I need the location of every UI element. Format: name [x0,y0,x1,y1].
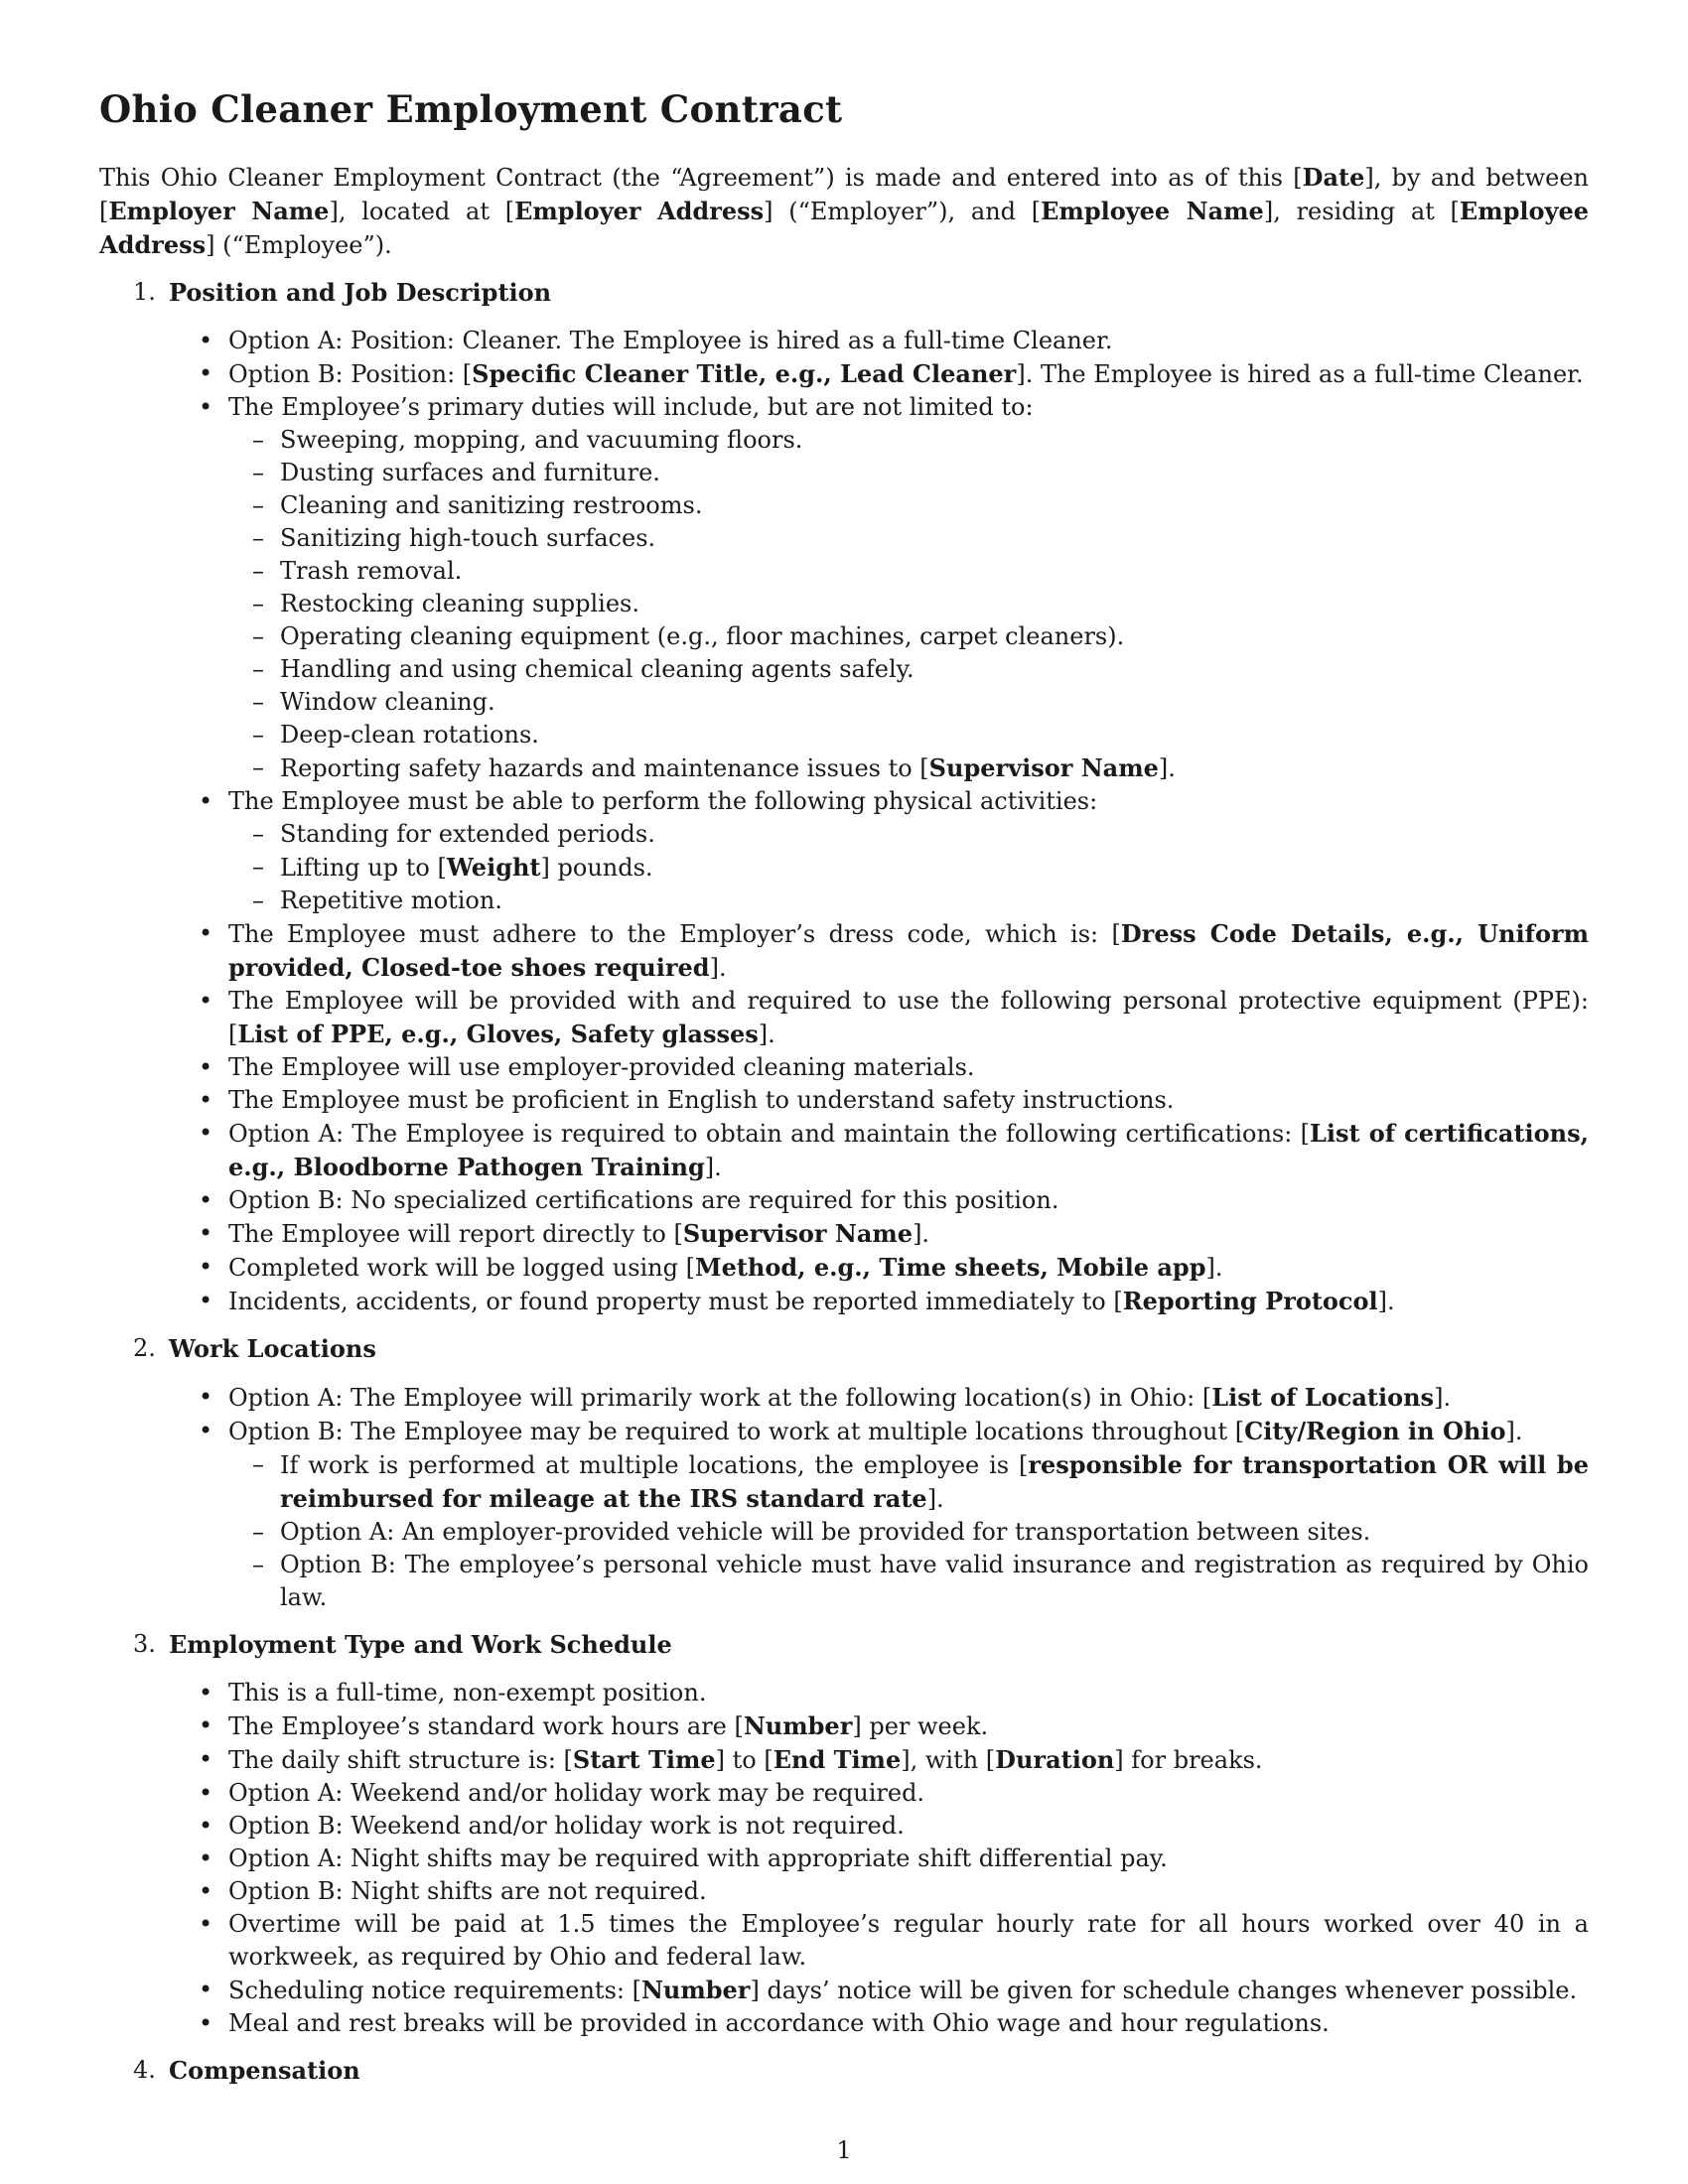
sub-list [228,818,1589,917]
intro-paragraph: This Ohio Cleaner Employment Contract (the “Agreement”) is made and entered into as of this [Date], by and between [Employer Name], located at [Employer Address] (“Employer”), and [Employee Name], residing at [Employee Address] (“Employee”). [99,163,1590,259]
list-item: • The Employee will use employer-provided cleaning materials. [99,1051,1589,1084]
list-item: • The Employee will be provided with and required to use the following personal protective equipment (PPE): [List of PPE, e.g., Gloves, Safety glasses]. [99,985,1589,1051]
employee-address-placeholder: Employee Address [99,197,1589,259]
document-title: Ohio Cleaner Employment Contract [99,87,843,131]
list-item: • Option B: No specialized certifications are required for this position. [99,1184,1589,1217]
placeholder: Dress Code Details, e.g., Uniform provided, Closed-toe shoes required [228,919,1589,982]
section-number: 4. [133,2056,156,2084]
section-heading: 2. Work Locations [133,1334,376,1363]
list-item: • Option B: The Employee may be required to work at multiple locations throughout [City/Region in Ohio]. – If work is performed at multiple locations, the employee is [responsible for transportation OR will be reimbursed for mileage at the IRS standard rate]. – Option A: An employer-provided vehicle will be provided for transportation between sites. – Option B: The employee’s personal vehicle must have valid insurance and registration as required by Ohio law. [99,1415,1589,1614]
placeholder: Duration [995,1745,1115,1774]
sub-list [228,424,1589,785]
section-employment-type [99,1628,1589,2040]
list-item: • Incidents, accidents, or found property must be reported immediately to [Reporting Protocol]. [99,1285,1589,1318]
placeholder: responsible for transportation OR will be reimbursed for mileage at the IRS standard rate [280,1450,1589,1513]
sub-list-item: – Lifting up to [Weight] pounds. [228,851,1589,885]
list-item: • Scheduling notice requirements: [Number] days’ notice will be given for schedule changes whenever possible. [99,1974,1589,2007]
sub-list-item: – Trash removal. [228,555,1589,588]
list-item: • Option A: Night shifts may be required with appropriate shift differential pay. [99,1843,1589,1875]
list-item: • Option B: Night shifts are not required. [99,1875,1589,1908]
list-item: • Option B: Position: [Specific Cleaner Title, e.g., Lead Cleaner]. The Employee is hired as a full-time Cleaner. [99,357,1589,391]
list-item: • Option A: Position: Cleaner. The Employee is hired as a full-time Cleaner. [99,325,1589,357]
list-item: • Option B: Weekend and/or holiday work is not required. [99,1810,1589,1843]
contract-sections [99,276,1589,2087]
placeholder: Supervisor Name [682,1219,914,1248]
section-work-locations [99,1332,1589,1614]
bullet-list [99,1677,1589,2040]
placeholder: Start Time [572,1745,716,1774]
sub-list-item: – If work is performed at multiple locations, the employee is [responsible for transportation OR will be reimbursed for mileage at the IRS standard rate]. [228,1448,1589,1516]
list-item: • The Employee must be able to perform the following physical activities: – Standing for extended periods. – Lifting up to [Weight] pounds. – Repetitive motion. [99,785,1589,917]
placeholder: Specific Cleaner Title, e.g., Lead Cleaner [472,359,1017,388]
sub-list-item: – Window cleaning. [228,686,1589,719]
list-item: • The Employee’s primary duties will include, but are not limited to: – Sweeping, mopping, and vacuuming floors. – Dusting surfaces and furniture. – Cleaning and sanitizing restrooms. – Sanitizing high-touch surfaces. – Trash removal. – Restocking cleaning supplies. – Operating cleaning equipment (e.g., floor machines, carpet cleaners). – Handling and using chemical cleaning agents safely. – Window cleaning. – Deep-clean rotations. – Reporting safety hazards and maintenance issues to [Supervisor Name]. [99,391,1589,785]
placeholder: Reporting Protocol [1122,1287,1378,1315]
sub-list-item: – Repetitive motion. [228,885,1589,917]
list-item: • Option A: Weekend and/or holiday work may be required. [99,1777,1589,1810]
list-item: • Option A: The Employee will primarily work at the following location(s) in Ohio: [List of Locations]. [99,1381,1589,1415]
list-item: • This is a full-time, non-exempt position. [99,1677,1589,1709]
employer-name-placeholder: Employer Name [108,197,330,225]
placeholder: List of certifications, e.g., Bloodborne Pathogen Training [228,1119,1589,1181]
sub-list-item: – Sweeping, mopping, and vacuuming floors. [228,424,1589,457]
list-item: • The daily shift structure is: [Start Time] to [End Time], with [Duration] for breaks. [99,1743,1589,1777]
section-number: 3. [133,1630,156,1658]
bullet-list [99,325,1589,1318]
section-heading: 1. Position and Job Description [133,278,552,307]
placeholder: Number [640,1976,751,2004]
placeholder: Method, e.g., Time sheets, Mobile app [695,1253,1206,1282]
sub-list-item: – Handling and using chemical cleaning agents safely. [228,653,1589,686]
sub-list-item: – Sanitizing high-touch surfaces. [228,522,1589,555]
bullet-list [99,1381,1589,1614]
placeholder: List of PPE, e.g., Gloves, Safety glasses [237,1020,759,1048]
sub-list-item: – Option A: An employer-provided vehicle will be provided for transportation between sites. [228,1516,1589,1549]
sub-list-item: – Cleaning and sanitizing restrooms. [228,489,1589,522]
date-placeholder: Date [1302,163,1365,192]
placeholder: City/Region in Ohio [1244,1417,1506,1445]
section-heading: 4. Compensation [133,2056,360,2085]
list-item: • Meal and rest breaks will be provided in accordance with Ohio wage and hour regulations. [99,2007,1589,2040]
list-item: • The Employee’s standard work hours are [Number] per week. [99,1709,1589,1743]
employee-name-placeholder: Employee Name [1041,197,1264,225]
sub-list [228,1448,1589,1614]
sub-list-item: – Option B: The employee’s personal vehicle must have valid insurance and registration as required by Ohio law. [228,1549,1589,1614]
list-item: • The Employee must adhere to the Employer’s dress code, which is: [Dress Code Details, e.g., Uniform provided, Closed-toe shoes required]. [99,917,1589,985]
sub-list-item: – Standing for extended periods. [228,818,1589,851]
page-number: 1 [836,2136,852,2164]
employer-address-placeholder: Employer Address [514,197,765,225]
section-number: 1. [133,278,156,306]
section-heading: 3. Employment Type and Work Schedule [133,1630,672,1659]
section-compensation [99,2054,1589,2087]
list-item: • Option A: The Employee is required to obtain and maintain the following certifications: [List of certifications, e.g., Bloodborne Pathogen Training]. [99,1117,1589,1184]
list-item: • The Employee will report directly to [Supervisor Name]. [99,1217,1589,1251]
document-page [99,87,1589,2103]
sub-list-item: – Dusting surfaces and furniture. [228,457,1589,489]
sub-list-item: – Restocking cleaning supplies. [228,588,1589,620]
sub-list-item: – Operating cleaning equipment (e.g., floor machines, carpet cleaners). [228,620,1589,653]
sub-list-item: – Deep-clean rotations. [228,719,1589,751]
list-item: • Completed work will be logged using [Method, e.g., Time sheets, Mobile app]. [99,1251,1589,1285]
placeholder: End Time [773,1745,902,1774]
placeholder: List of Locations [1211,1383,1435,1412]
placeholder: Number [743,1711,853,1740]
section-number: 2. [133,1334,156,1362]
placeholder: Supervisor Name [928,753,1159,782]
list-item: • Overtime will be paid at 1.5 times the Employee’s regular hourly rate for all hours worked over 40 in a workweek, as required by Ohio and federal law. [99,1908,1589,1974]
placeholder: Weight [446,853,541,882]
sub-list-item: – Reporting safety hazards and maintenance issues to [Supervisor Name]. [228,751,1589,785]
list-item: • The Employee must be proficient in English to understand safety instructions. [99,1084,1589,1117]
section-position [99,276,1589,1318]
